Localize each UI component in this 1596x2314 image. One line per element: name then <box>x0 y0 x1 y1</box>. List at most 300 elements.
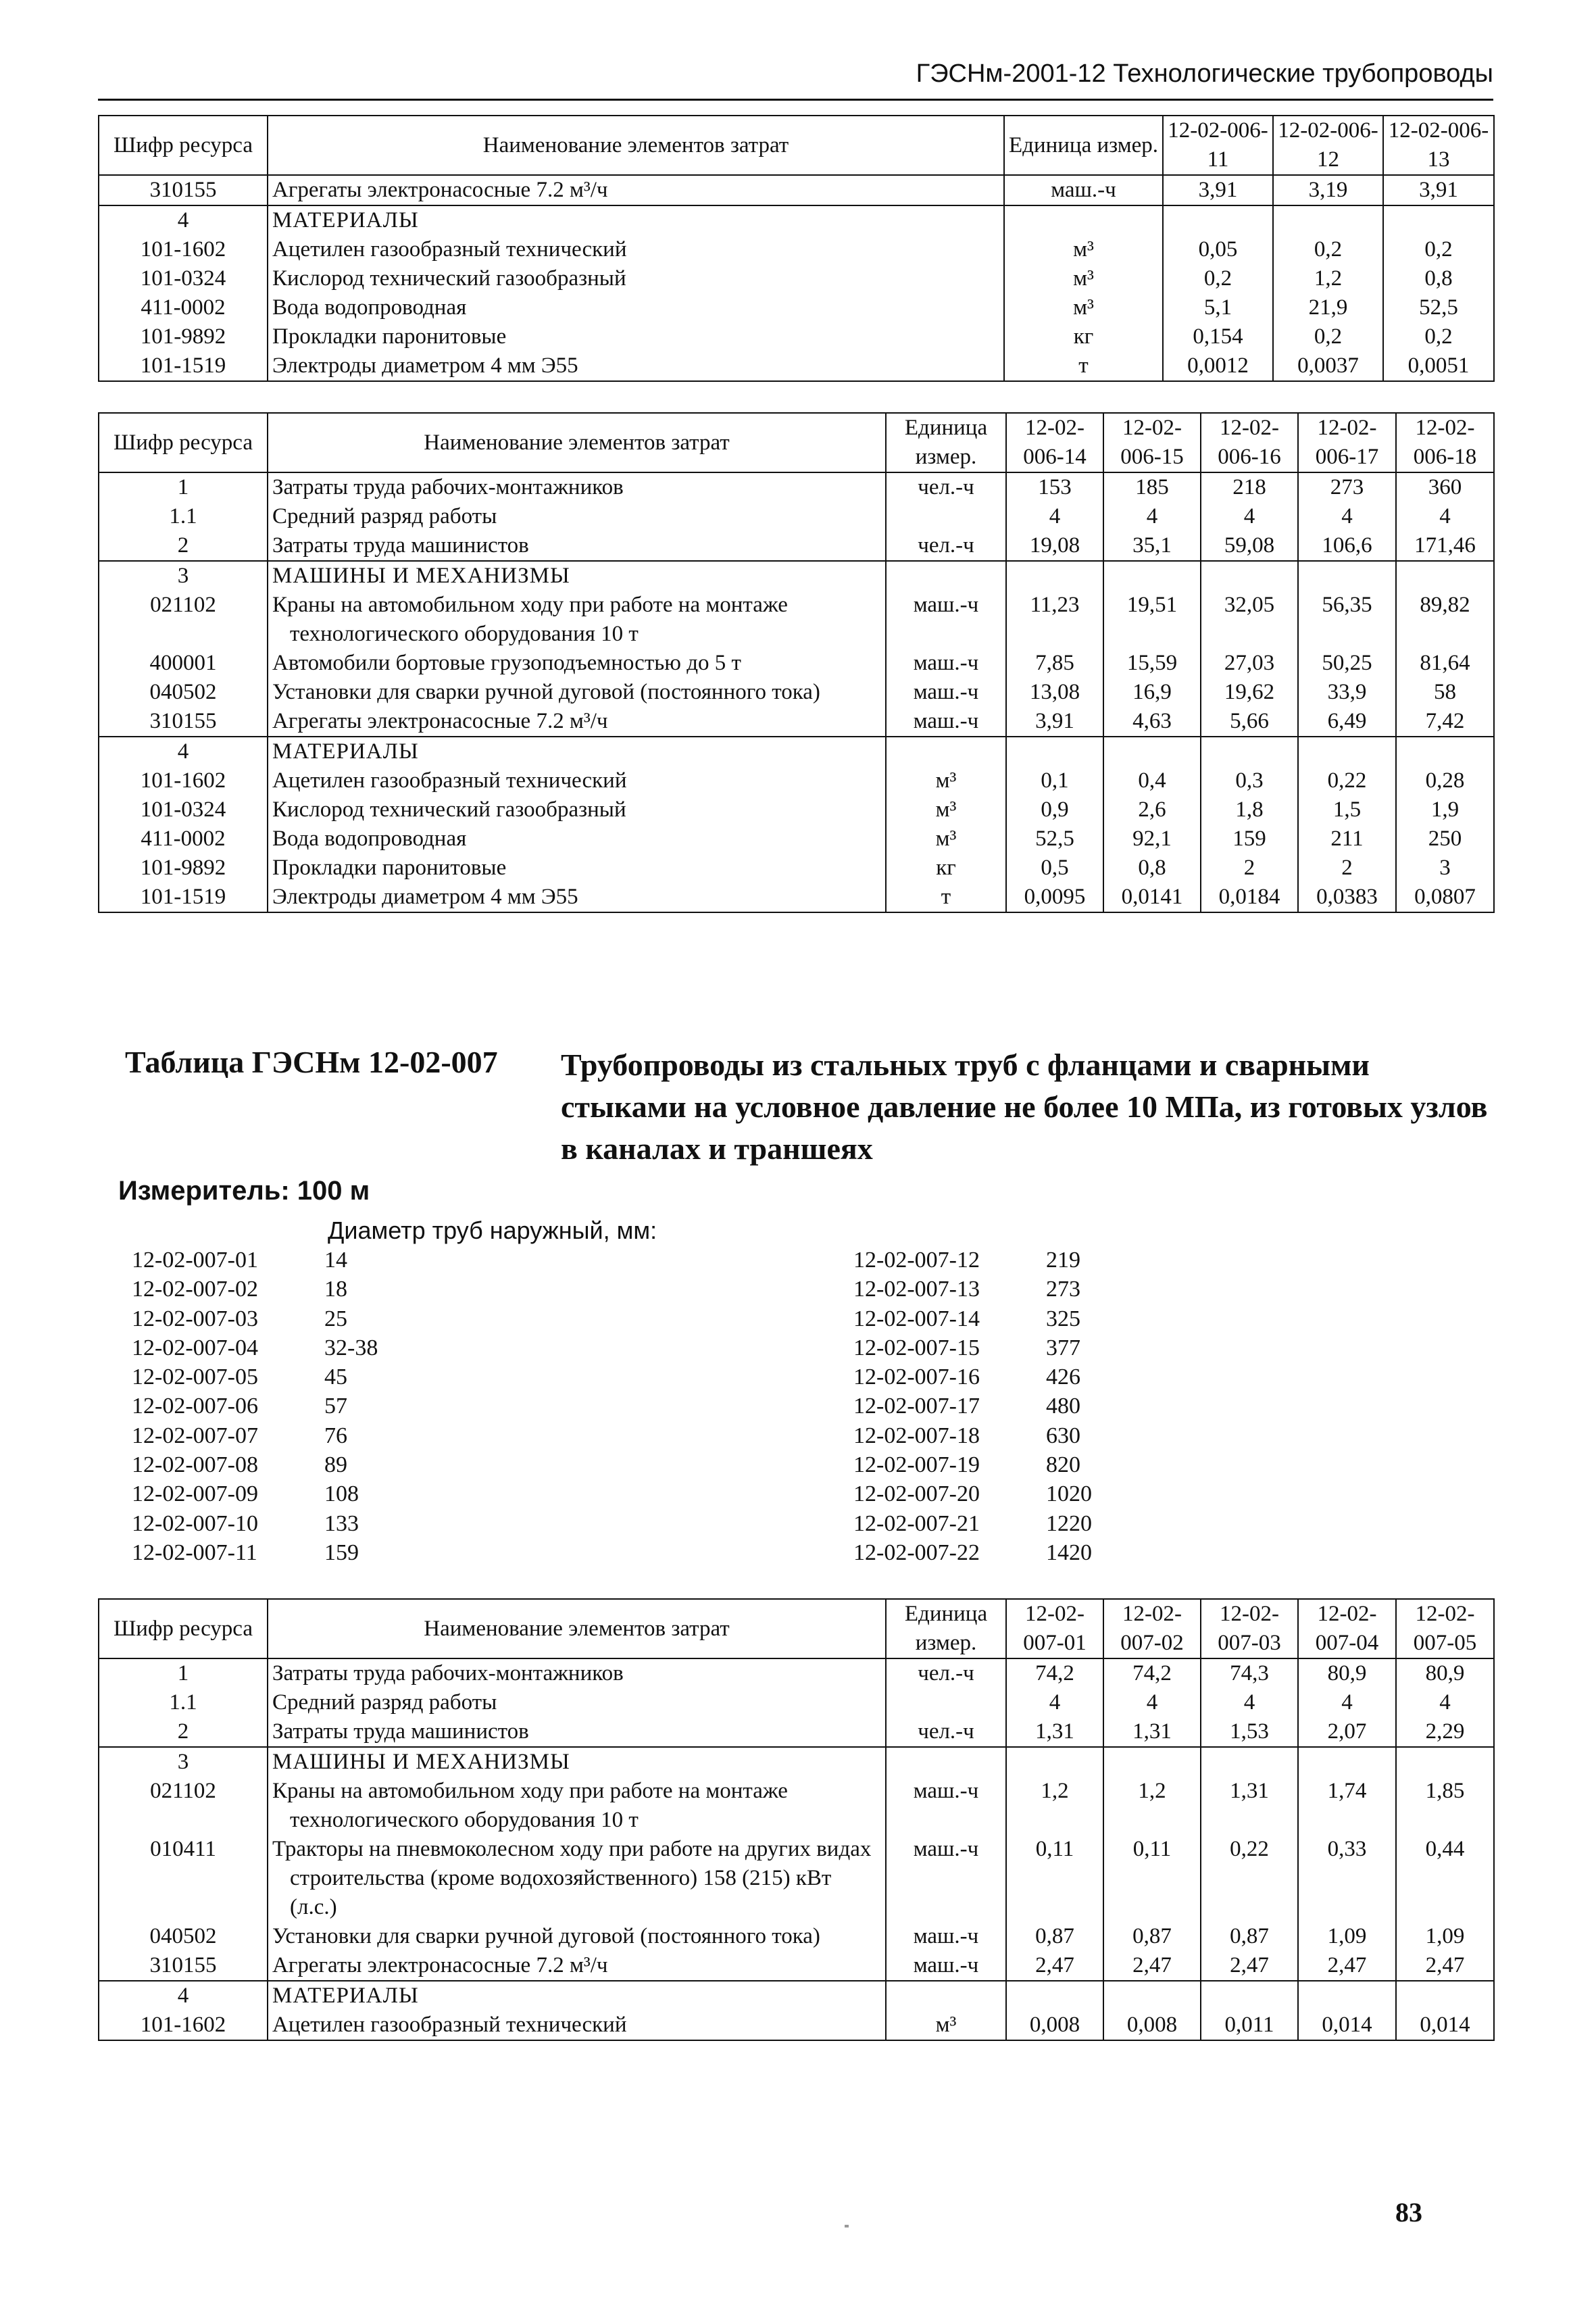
value-cell: 0,05 <box>1163 235 1273 264</box>
unit-cell: маш.-ч <box>886 1835 1006 1922</box>
table-row <box>99 293 1494 322</box>
unit-cell: м³ <box>1004 235 1163 264</box>
value-cell: 0,0807 <box>1396 883 1494 912</box>
resource-name: Тракторы на пневмоколесном ходу при работе на других видах строительства (кроме водохозяйственного) 158 (215) кВт (л.с.) <box>268 1835 886 1922</box>
value-cell: 2 <box>1298 854 1396 883</box>
table-row <box>99 1951 1494 1981</box>
table-header-row <box>99 116 1494 175</box>
value-cell: 2,47 <box>1006 1951 1103 1981</box>
value-cell: 0,014 <box>1298 2011 1396 2040</box>
header-rule <box>98 99 1493 101</box>
table-row <box>99 1658 1494 1688</box>
unit-cell: т <box>886 883 1006 912</box>
unit-cell <box>886 1688 1006 1717</box>
header-norm-code: 12-02-006-18 <box>1396 413 1494 472</box>
value-cell: 35,1 <box>1103 531 1201 561</box>
unit-cell <box>886 737 1006 766</box>
value-cell <box>1396 737 1494 766</box>
value-cell: 74,3 <box>1201 1658 1298 1688</box>
resource-name: Ацетилен газообразный технический <box>268 766 886 795</box>
value-cell: 16,9 <box>1103 678 1201 707</box>
value-cell <box>1396 1981 1494 2011</box>
resource-code: 1.1 <box>99 1688 268 1717</box>
header-unit: Единица измер. <box>886 413 1006 472</box>
diameter-entry <box>132 1246 378 1275</box>
resource-code: 411-0002 <box>99 293 268 322</box>
norm-code: 12-02-007-07 <box>132 1423 258 1448</box>
header-code: Шифр ресурса <box>99 116 268 175</box>
resource-code: 101-0324 <box>99 795 268 824</box>
resource-name: Затраты труда рабочих-монтажников <box>268 472 886 502</box>
unit-cell <box>886 1981 1006 2011</box>
diameter-caption: Диаметр труб наружный, мм: <box>328 1216 657 1244</box>
value-cell: 106,6 <box>1298 531 1396 561</box>
header-norm-code: 12-02-006-12 <box>1273 116 1383 175</box>
value-cell: 0,4 <box>1103 766 1201 795</box>
section-title: МАТЕРИАЛЫ <box>268 205 1004 235</box>
diameter-entry <box>853 1509 1092 1538</box>
value-cell: 0,0383 <box>1298 883 1396 912</box>
norm-code: 12-02-007-21 <box>853 1510 980 1536</box>
value-cell: 1,8 <box>1201 795 1298 824</box>
table-row <box>99 649 1494 678</box>
resource-code: 310155 <box>99 1951 268 1981</box>
value-cell: 1,74 <box>1298 1777 1396 1835</box>
value-cell: 0,2 <box>1383 235 1494 264</box>
value-cell: 58 <box>1396 678 1494 707</box>
value-cell: 3,91 <box>1383 175 1494 205</box>
diameter-value: 1420 <box>1046 1540 1092 1565</box>
value-cell: 1,31 <box>1103 1717 1201 1747</box>
value-cell: 92,1 <box>1103 824 1201 854</box>
value-cell: 80,9 <box>1298 1658 1396 1688</box>
resource-name: Средний разряд работы <box>268 502 886 531</box>
value-cell: 4 <box>1103 1688 1201 1717</box>
norm-code: 12-02-007-09 <box>132 1481 258 1507</box>
resource-table-006-14-18 <box>98 412 1495 913</box>
header-norm-code: 12-02-006-17 <box>1298 413 1396 472</box>
diameter-value: 1220 <box>1046 1510 1092 1536</box>
value-cell: 153 <box>1006 472 1103 502</box>
norm-code: 12-02-007-22 <box>853 1540 980 1565</box>
resource-code: 101-1602 <box>99 766 268 795</box>
unit-cell: кг <box>1004 322 1163 351</box>
resource-code: 1 <box>99 472 268 502</box>
section-row <box>99 1747 1494 1777</box>
value-cell <box>1103 1981 1201 2011</box>
table-row <box>99 678 1494 707</box>
diameter-entry <box>853 1450 1092 1479</box>
value-cell: 3,91 <box>1006 707 1103 737</box>
value-cell: 0,33 <box>1298 1835 1396 1922</box>
table-number: Таблица ГЭСНм 12-02-007 <box>125 1045 498 1079</box>
norm-code: 12-02-007-10 <box>132 1510 258 1536</box>
value-cell: 2 <box>1201 854 1298 883</box>
value-cell <box>1201 737 1298 766</box>
unit-cell: т <box>1004 351 1163 381</box>
header-norm-code: 12-02-006-14 <box>1006 413 1103 472</box>
table-header-row <box>99 413 1494 472</box>
table-row <box>99 824 1494 854</box>
value-cell: 1,5 <box>1298 795 1396 824</box>
value-cell: 0,3 <box>1201 766 1298 795</box>
value-cell: 0,11 <box>1006 1835 1103 1922</box>
unit-cell: чел.-ч <box>886 1717 1006 1747</box>
value-cell: 0,0095 <box>1006 883 1103 912</box>
section-number: 4 <box>99 1981 268 2011</box>
value-cell: 0,011 <box>1201 2011 1298 2040</box>
table-header-row <box>99 1599 1494 1658</box>
value-cell <box>1201 561 1298 591</box>
diameter-value: 25 <box>324 1306 347 1331</box>
unit-cell: м³ <box>886 824 1006 854</box>
resource-name: Агрегаты электронасосные 7.2 м³/ч <box>268 1951 886 1981</box>
diameter-value: 219 <box>1046 1248 1080 1273</box>
diameter-value: 133 <box>324 1510 359 1536</box>
value-cell: 0,2 <box>1273 322 1383 351</box>
value-cell: 4 <box>1396 502 1494 531</box>
norm-code: 12-02-007-17 <box>853 1394 980 1419</box>
value-cell: 1,53 <box>1201 1717 1298 1747</box>
section-number: 3 <box>99 1747 268 1777</box>
norm-code: 12-02-007-11 <box>132 1540 257 1565</box>
diameter-value: 89 <box>324 1452 347 1478</box>
value-cell: 0,154 <box>1163 322 1273 351</box>
diameter-value: 480 <box>1046 1394 1080 1419</box>
resource-name: Средний разряд работы <box>268 1688 886 1717</box>
resource-code: 2 <box>99 531 268 561</box>
value-cell: 0,014 <box>1396 2011 1494 2040</box>
table-row <box>99 883 1494 912</box>
value-cell <box>1103 561 1201 591</box>
value-cell: 56,35 <box>1298 591 1396 649</box>
table-row <box>99 531 1494 561</box>
diameter-entry <box>853 1421 1092 1450</box>
value-cell: 0,0037 <box>1273 351 1383 381</box>
resource-code: 101-1519 <box>99 883 268 912</box>
resource-name: Агрегаты электронасосные 7.2 м³/ч <box>268 707 886 737</box>
resource-name: Автомобили бортовые грузоподъемностью до 5 т <box>268 649 886 678</box>
unit-cell <box>886 561 1006 591</box>
section-title: МАШИНЫ И МЕХАНИЗМЫ <box>268 561 886 591</box>
diameter-value: 377 <box>1046 1335 1080 1360</box>
value-cell: 4,63 <box>1103 707 1201 737</box>
value-cell: 0,2 <box>1383 322 1494 351</box>
resource-code: 021102 <box>99 1777 268 1835</box>
resource-code: 101-9892 <box>99 322 268 351</box>
diameter-entry <box>132 1392 378 1421</box>
section-title: МАШИНЫ И МЕХАНИЗМЫ <box>268 1747 886 1777</box>
section-row <box>99 205 1494 235</box>
diameter-value: 18 <box>324 1277 347 1302</box>
value-cell: 0,9 <box>1006 795 1103 824</box>
resource-name: Затраты труда машинистов <box>268 531 886 561</box>
value-cell: 0,2 <box>1163 264 1273 293</box>
diameter-value: 76 <box>324 1423 347 1448</box>
resource-code: 040502 <box>99 678 268 707</box>
table-row <box>99 1717 1494 1747</box>
value-cell <box>1006 561 1103 591</box>
value-cell: 0,0141 <box>1103 883 1201 912</box>
table-row <box>99 264 1494 293</box>
diameter-entry <box>132 1450 378 1479</box>
unit-cell: маш.-ч <box>886 678 1006 707</box>
diameter-value: 273 <box>1046 1277 1080 1302</box>
value-cell: 0,2 <box>1273 235 1383 264</box>
header-name: Наименование элементов затрат <box>268 1599 886 1658</box>
resource-name: Прокладки паронитовые <box>268 854 886 883</box>
resource-name: Кислород технический газообразный <box>268 264 1004 293</box>
diameter-entry <box>853 1246 1092 1275</box>
resource-name: Вода водопроводная <box>268 293 1004 322</box>
value-cell: 185 <box>1103 472 1201 502</box>
table-row <box>99 235 1494 264</box>
diameter-entry <box>132 1333 378 1362</box>
value-cell: 74,2 <box>1006 1658 1103 1688</box>
value-cell: 0,87 <box>1201 1922 1298 1951</box>
resource-name: Затраты труда рабочих-монтажников <box>268 1658 886 1688</box>
value-cell: 0,0184 <box>1201 883 1298 912</box>
value-cell: 0,22 <box>1201 1835 1298 1922</box>
diameter-entry <box>132 1538 378 1567</box>
value-cell: 80,9 <box>1396 1658 1494 1688</box>
resource-name: Прокладки паронитовые <box>268 322 1004 351</box>
section-number: 4 <box>99 205 268 235</box>
unit-cell: м³ <box>886 766 1006 795</box>
resource-name: Ацетилен газообразный технический <box>268 2011 886 2040</box>
table-row <box>99 1835 1494 1922</box>
section-title: МАТЕРИАЛЫ <box>268 1981 886 2011</box>
diameter-entry <box>853 1538 1092 1567</box>
section-row <box>99 737 1494 766</box>
value-cell: 2,47 <box>1103 1951 1201 1981</box>
table-row <box>99 2011 1494 2040</box>
value-cell: 0,44 <box>1396 1835 1494 1922</box>
norm-code: 12-02-007-19 <box>853 1452 980 1478</box>
value-cell <box>1273 205 1383 235</box>
diameter-entry <box>132 1304 378 1333</box>
resource-code: 101-1602 <box>99 2011 268 2040</box>
value-cell: 1,09 <box>1298 1922 1396 1951</box>
table-row <box>99 351 1494 381</box>
table-row <box>99 854 1494 883</box>
norm-code: 12-02-007-16 <box>853 1364 980 1390</box>
section-row <box>99 1981 1494 2011</box>
table-row <box>99 1777 1494 1835</box>
resource-code: 411-0002 <box>99 824 268 854</box>
norm-code: 12-02-007-20 <box>853 1481 980 1507</box>
diameter-entry <box>853 1392 1092 1421</box>
header-name: Наименование элементов затрат <box>268 413 886 472</box>
unit-cell <box>886 502 1006 531</box>
value-cell: 4 <box>1006 502 1103 531</box>
norm-code: 12-02-007-18 <box>853 1423 980 1448</box>
norm-code: 12-02-007-05 <box>132 1364 258 1390</box>
header-norm-code: 12-02-007-02 <box>1103 1599 1201 1658</box>
value-cell: 1,31 <box>1201 1777 1298 1835</box>
value-cell: 0,8 <box>1383 264 1494 293</box>
diameter-list-left <box>132 1246 378 1567</box>
header-norm-code: 12-02-007-03 <box>1201 1599 1298 1658</box>
resource-name: Установки для сварки ручной дуговой (постоянного тока) <box>268 678 886 707</box>
resource-table-006-11-13 <box>98 115 1495 382</box>
value-cell: 11,23 <box>1006 591 1103 649</box>
section-number: 4 <box>99 737 268 766</box>
value-cell: 59,08 <box>1201 531 1298 561</box>
header-norm-code: 12-02-007-01 <box>1006 1599 1103 1658</box>
value-cell: 27,03 <box>1201 649 1298 678</box>
norm-code: 12-02-007-01 <box>132 1248 258 1273</box>
table-row <box>99 591 1494 649</box>
diameter-entry <box>853 1304 1092 1333</box>
value-cell: 52,5 <box>1383 293 1494 322</box>
resource-code: 310155 <box>99 175 268 205</box>
value-cell: 0,28 <box>1396 766 1494 795</box>
header-code: Шифр ресурса <box>99 1599 268 1658</box>
value-cell: 21,9 <box>1273 293 1383 322</box>
value-cell: 13,08 <box>1006 678 1103 707</box>
value-cell: 2,6 <box>1103 795 1201 824</box>
value-cell: 1,2 <box>1103 1777 1201 1835</box>
resource-code: 400001 <box>99 649 268 678</box>
diameter-entry <box>853 1362 1092 1392</box>
header-unit: Единица измер. <box>886 1599 1006 1658</box>
header-norm-code: 12-02-006-11 <box>1163 116 1273 175</box>
header-code: Шифр ресурса <box>99 413 268 472</box>
resource-name: Кислород технический газообразный <box>268 795 886 824</box>
value-cell: 74,2 <box>1103 1658 1201 1688</box>
value-cell <box>1298 1747 1396 1777</box>
value-cell <box>1396 1747 1494 1777</box>
value-cell: 19,62 <box>1201 678 1298 707</box>
resource-code: 1 <box>99 1658 268 1688</box>
diameter-value: 1020 <box>1046 1481 1092 1507</box>
header-name: Наименование элементов затрат <box>268 116 1004 175</box>
section-title: МАТЕРИАЛЫ <box>268 737 886 766</box>
value-cell: 0,87 <box>1103 1922 1201 1951</box>
resource-code: 101-9892 <box>99 854 268 883</box>
running-header: ГЭСНм-2001-12 Технологические трубопроводы <box>916 59 1493 88</box>
unit-cell <box>1004 205 1163 235</box>
unit-cell: маш.-ч <box>886 649 1006 678</box>
header-norm-code: 12-02-007-05 <box>1396 1599 1494 1658</box>
resource-code: 2 <box>99 1717 268 1747</box>
norm-code: 12-02-007-04 <box>132 1335 258 1360</box>
value-cell <box>1201 1981 1298 2011</box>
value-cell: 7,42 <box>1396 707 1494 737</box>
value-cell <box>1103 737 1201 766</box>
value-cell: 19,08 <box>1006 531 1103 561</box>
resource-code: 021102 <box>99 591 268 649</box>
value-cell: 4 <box>1396 1688 1494 1717</box>
value-cell <box>1006 1981 1103 2011</box>
diameter-list-right <box>853 1246 1092 1567</box>
value-cell <box>1006 1747 1103 1777</box>
value-cell: 32,05 <box>1201 591 1298 649</box>
unit-of-measure: Измеритель: 100 м <box>118 1176 370 1206</box>
value-cell: 19,51 <box>1103 591 1201 649</box>
table-row <box>99 502 1494 531</box>
value-cell: 15,59 <box>1103 649 1201 678</box>
value-cell: 3,19 <box>1273 175 1383 205</box>
table-row <box>99 795 1494 824</box>
value-cell: 5,1 <box>1163 293 1273 322</box>
table-row <box>99 472 1494 502</box>
resource-code: 010411 <box>99 1835 268 1922</box>
diameter-value: 630 <box>1046 1423 1080 1448</box>
value-cell: 1,2 <box>1006 1777 1103 1835</box>
scan-speck <box>845 2225 849 2227</box>
diameter-value: 14 <box>324 1248 347 1273</box>
header-norm-code: 12-02-006-15 <box>1103 413 1201 472</box>
header-unit: Единица измер. <box>1004 116 1163 175</box>
resource-code: 101-1519 <box>99 351 268 381</box>
norm-code: 12-02-007-13 <box>853 1277 980 1302</box>
value-cell: 2,47 <box>1396 1951 1494 1981</box>
value-cell: 0,8 <box>1103 854 1201 883</box>
unit-cell: маш.-ч <box>886 1951 1006 1981</box>
resource-code: 101-0324 <box>99 264 268 293</box>
unit-cell: м³ <box>1004 264 1163 293</box>
table-row <box>99 175 1494 205</box>
resource-code: 1.1 <box>99 502 268 531</box>
value-cell: 50,25 <box>1298 649 1396 678</box>
value-cell: 0,5 <box>1006 854 1103 883</box>
diameter-value: 820 <box>1046 1452 1080 1478</box>
resource-code: 040502 <box>99 1922 268 1951</box>
value-cell: 218 <box>1201 472 1298 502</box>
resource-name: Электроды диаметром 4 мм Э55 <box>268 351 1004 381</box>
page-number: 83 <box>1395 2197 1422 2227</box>
diameter-entry <box>853 1275 1092 1304</box>
diameter-value: 325 <box>1046 1306 1080 1331</box>
value-cell: 2,47 <box>1298 1951 1396 1981</box>
diameter-value: 32-38 <box>324 1335 378 1360</box>
unit-cell: маш.-ч <box>886 591 1006 649</box>
value-cell: 33,9 <box>1298 678 1396 707</box>
value-cell: 0,008 <box>1006 2011 1103 2040</box>
table-row <box>99 1922 1494 1951</box>
value-cell: 52,5 <box>1006 824 1103 854</box>
unit-cell: кг <box>886 854 1006 883</box>
unit-cell: маш.-ч <box>886 1922 1006 1951</box>
value-cell: 2,29 <box>1396 1717 1494 1747</box>
resource-name: Затраты труда машинистов <box>268 1717 886 1747</box>
value-cell: 89,82 <box>1396 591 1494 649</box>
value-cell: 6,49 <box>1298 707 1396 737</box>
diameter-entry <box>853 1479 1092 1508</box>
unit-cell <box>886 1747 1006 1777</box>
value-cell <box>1163 205 1273 235</box>
resource-code: 310155 <box>99 707 268 737</box>
resource-name: Агрегаты электронасосные 7.2 м³/ч <box>268 175 1004 205</box>
value-cell: 3 <box>1396 854 1494 883</box>
unit-cell: чел.-ч <box>886 472 1006 502</box>
value-cell: 1,85 <box>1396 1777 1494 1835</box>
diameter-value: 426 <box>1046 1364 1080 1390</box>
unit-cell: м³ <box>1004 293 1163 322</box>
value-cell: 81,64 <box>1396 649 1494 678</box>
header-norm-code: 12-02-006-16 <box>1201 413 1298 472</box>
diameter-entry <box>132 1362 378 1392</box>
value-cell: 1,31 <box>1006 1717 1103 1747</box>
unit-cell: маш.-ч <box>886 707 1006 737</box>
diameter-entry <box>132 1509 378 1538</box>
diameter-value: 159 <box>324 1540 359 1565</box>
unit-cell: маш.-ч <box>886 1777 1006 1835</box>
value-cell: 159 <box>1201 824 1298 854</box>
value-cell: 1,2 <box>1273 264 1383 293</box>
